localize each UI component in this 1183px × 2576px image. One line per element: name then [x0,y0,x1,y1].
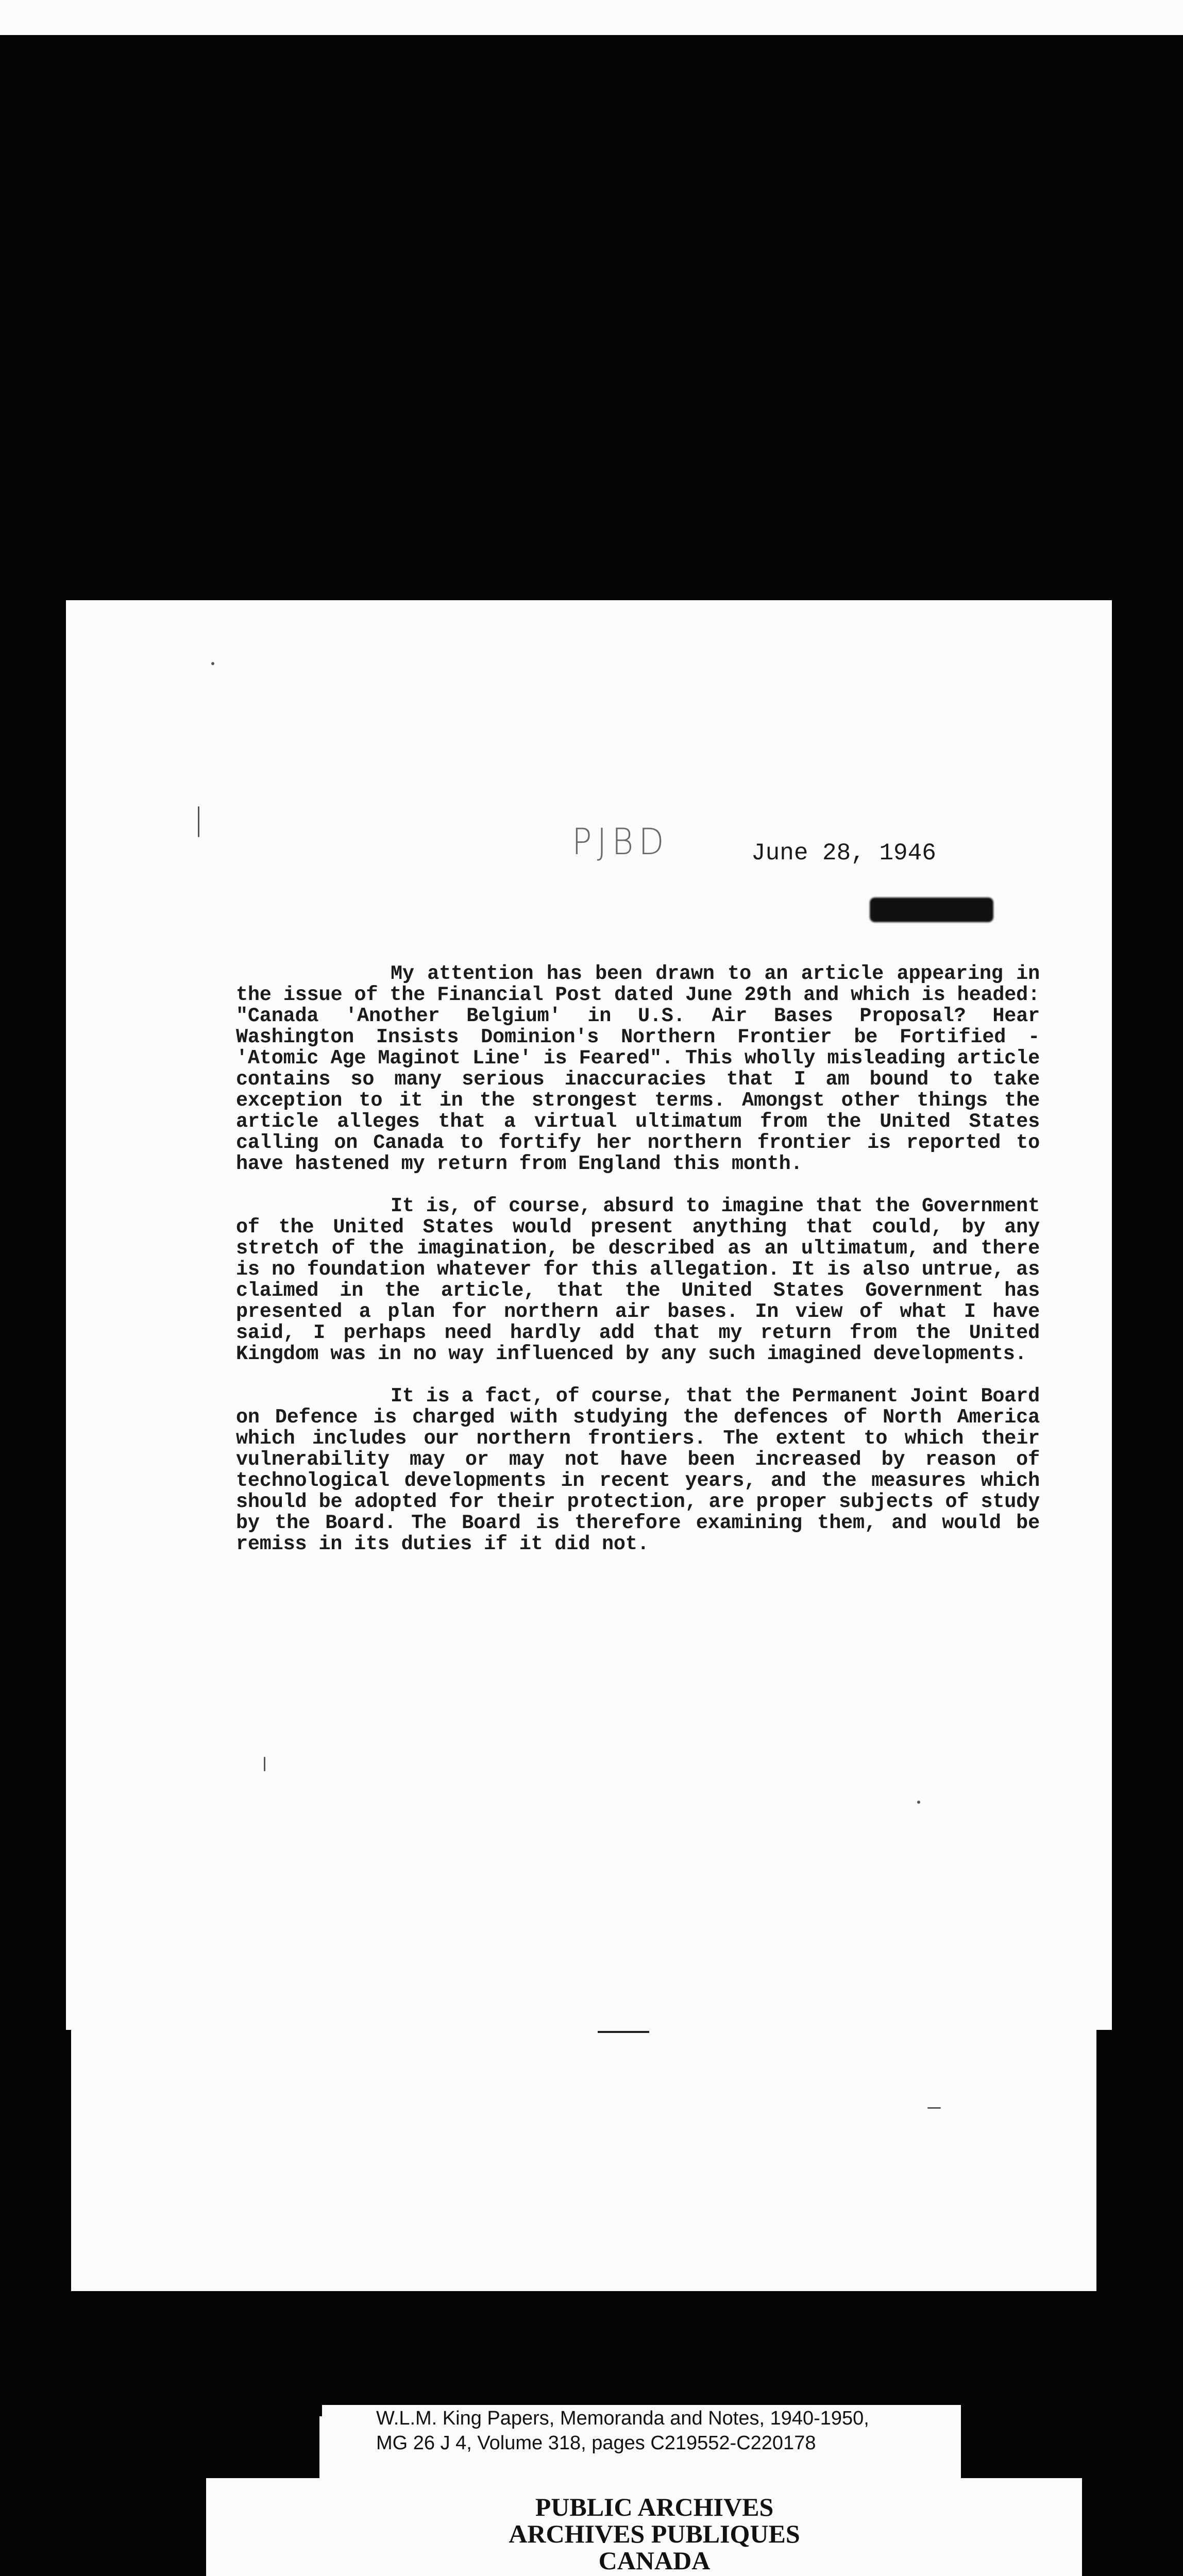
archive-citation [376,2406,869,2455]
citation-line-2: MG 26 J 4, Volume 318, pages C219552-C220178 [376,2432,816,2454]
handwritten-annotation: PJBD [572,821,669,863]
paragraph-3: It is a fact, of course, that the Permanent Joint Board on Defence is charged with studying the defences of North America which includes our northern frontiers. The extent to which their vulnerability may or may not have been increased by reason of technological developments in recent years, and the measures which should be adopted for their protection, are proper subjects of study by the Board. The Board is therefore examining them, and would be remiss in its duties if it did not. [236,1385,1040,1555]
paragraph-2: It is, of course, absurd to imagine that the Government of the United States would present anything that could, by any stretch of the imagination, be described as an ultimatum, and there is no foundation whatever for this allegation. It is also untrue, as claimed in the article, that the United States Government has presented a plan for northern air bases. In view of what I have said, I perhaps need hardly add that my return from the United Kingdom was in no way influenced by any such imagined developments. [236,1195,1040,1365]
scan-top-margin [0,0,1183,35]
page-divider-mark [598,2031,649,2033]
scan-speck [198,806,199,837]
letter-date: June 28, 1946 [751,840,936,867]
stamp-line-1: PUBLIC ARCHIVES [535,2493,774,2521]
public-archives-stamp [433,2494,876,2574]
scan-speck [917,1801,920,1804]
letter-body [236,963,1040,1576]
citation-line-1: W.L.M. King Papers, Memoranda and Notes, 1940-1950, [376,2408,869,2429]
archive-label-notch-right [961,2416,1082,2478]
stamp-line-3: CANADA [598,2546,711,2575]
stamp-line-2: ARCHIVES PUBLIQUES [509,2519,800,2548]
paragraph-1: My attention has been drawn to an article appearing in the issue of the Financial Post dated June 29th and which is headed: "Canada 'Another Belgium' in U.S. Air Bases Proposal? Hear Washington Insists Dominion's Northern Frontier be Fortified - 'Atomic Age Maginot Line' is Feared". This wholly misleading article contains so many serious inaccuracies that I am bound to take exception to it in the strongest terms. Amongst other things the article alleges that a virtual ultimatum from the United States calling on Canada to fortify her northern frontier is reported to have hastened my return from England this month. [236,962,1040,1175]
scan-speck [264,1757,265,1771]
scan-speck [927,2107,941,2109]
archive-label-notch-left [206,2416,319,2478]
illegible-reference-stamp [870,897,993,922]
scan-speck [211,662,214,665]
